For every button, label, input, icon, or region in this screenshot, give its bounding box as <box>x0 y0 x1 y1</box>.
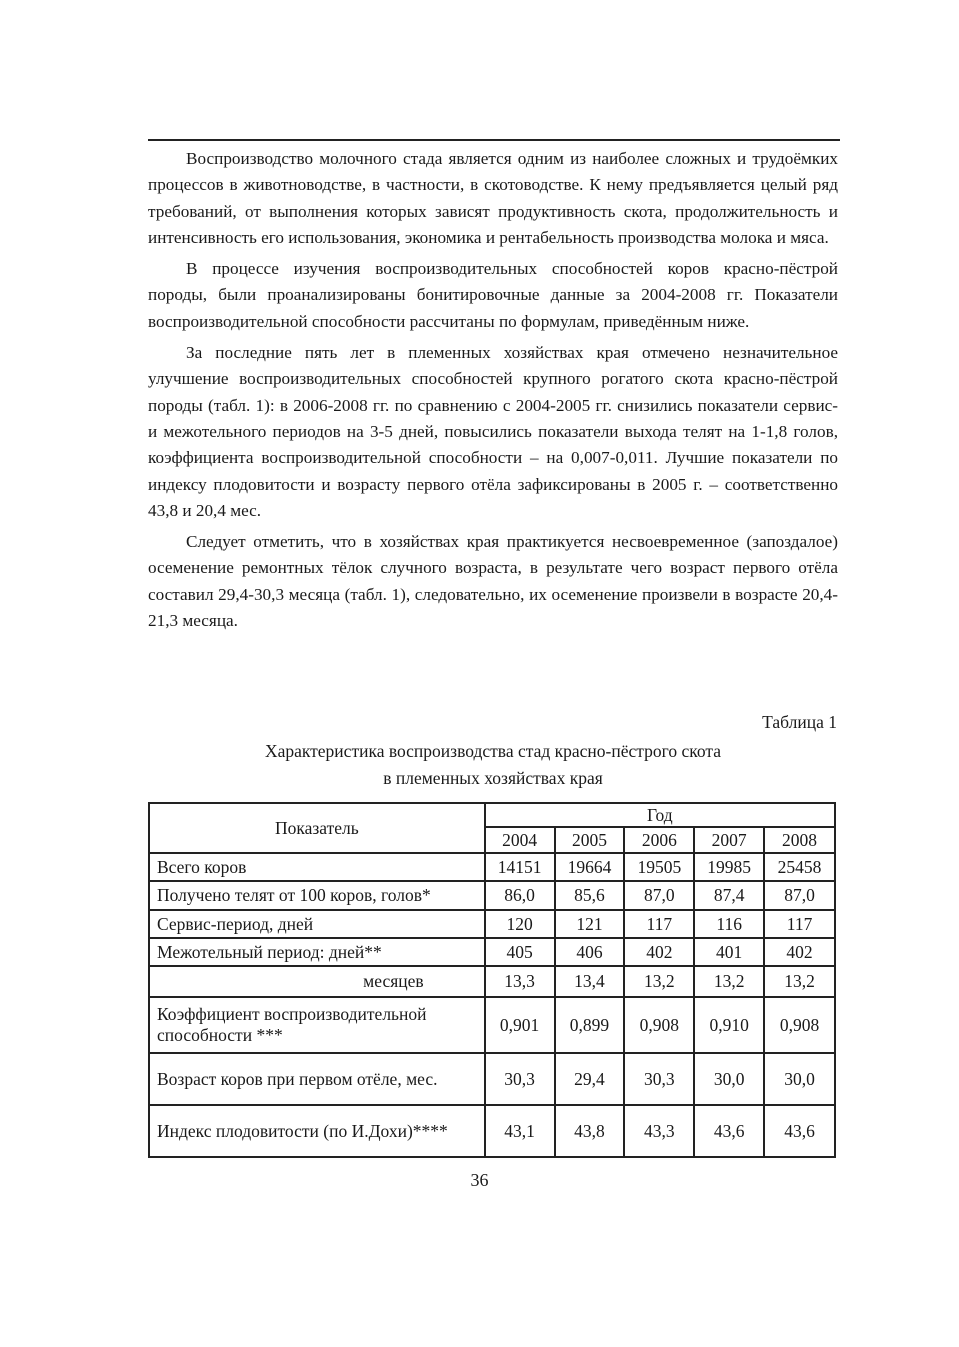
table-row <box>149 1053 835 1105</box>
value-cell: 0,899 <box>555 997 625 1053</box>
value-cell: 13,4 <box>555 966 625 997</box>
value-cell: 116 <box>694 910 764 938</box>
table-row <box>149 910 835 938</box>
top-rule <box>148 139 840 141</box>
value-cell: 30,3 <box>624 1053 694 1105</box>
table-title-line-1: Характеристика воспроизводства стад красно-пёстрого скота <box>264 741 722 761</box>
value-cell: 86,0 <box>485 881 555 910</box>
row-label: Межотельный период: дней** <box>149 938 485 966</box>
value-cell: 30,0 <box>694 1053 764 1105</box>
value-cell: 87,0 <box>624 881 694 910</box>
value-cell: 19505 <box>624 853 694 881</box>
value-cell: 0,910 <box>694 997 764 1053</box>
value-cell: 13,2 <box>624 966 694 997</box>
year-cell: 2004 <box>485 827 555 853</box>
row-label: месяцев <box>149 966 485 997</box>
value-cell: 43,3 <box>624 1105 694 1157</box>
value-cell: 19664 <box>555 853 625 881</box>
row-label: Коэффициент воспроизводительной способности *** <box>149 997 485 1053</box>
year-cell: 2007 <box>694 827 764 853</box>
year-cell: 2005 <box>555 827 625 853</box>
value-cell: 0,901 <box>485 997 555 1053</box>
table-title-line-2: в племенных хозяйствах края <box>383 768 603 788</box>
value-cell: 87,4 <box>694 881 764 910</box>
value-cell: 30,0 <box>764 1053 835 1105</box>
value-cell: 19985 <box>694 853 764 881</box>
value-cell: 13,2 <box>694 966 764 997</box>
indicator-header: Показатель <box>149 803 485 853</box>
year-cell: 2008 <box>764 827 835 853</box>
table-row <box>149 938 835 966</box>
value-cell: 13,2 <box>764 966 835 997</box>
value-cell: 43,6 <box>694 1105 764 1157</box>
value-cell: 120 <box>485 910 555 938</box>
value-cell: 117 <box>624 910 694 938</box>
value-cell: 13,3 <box>485 966 555 997</box>
value-cell: 29,4 <box>555 1053 625 1105</box>
header-row-1 <box>149 803 835 827</box>
paragraph-3: За последние пять лет в племенных хозяйствах края отмечено незначительное улучшение воспроизводительных способностей крупного рогатого скота красно-пёстрой породы (табл. 1): в 2006-2008 гг. по сравнению с 2004-2005 гг. снизились показатели сервис- и межотельного периодов на 3-5 дней, повысились показатели выхода телят на 1-1,8 голов, коэффициента воспроизводительной способности – на 0,007-0,011. Лучшие показатели по индексу плодовитости и возрасту первого отёла зафиксированы в 2005 г. – соответственно 43,8 и 20,4 мес. <box>148 343 838 520</box>
value-cell: 402 <box>624 938 694 966</box>
value-cell: 117 <box>764 910 835 938</box>
value-cell: 87,0 <box>764 881 835 910</box>
year-header: Год <box>485 803 835 827</box>
value-cell: 30,3 <box>485 1053 555 1105</box>
row-label: Всего коров <box>149 853 485 881</box>
value-cell: 402 <box>764 938 835 966</box>
table-row <box>149 881 835 910</box>
data-table <box>148 802 836 1158</box>
row-label: Получено телят от 100 коров, голов* <box>149 881 485 910</box>
table-label: Таблица 1 <box>762 712 837 732</box>
value-cell: 405 <box>485 938 555 966</box>
row-label: Сервис-период, дней <box>149 910 485 938</box>
paragraph-4: Следует отметить, что в хозяйствах края практикуется несвоевременное (запоздалое) осеменение ремонтных тёлок случного возраста, в результате чего возраст первого отёла составил 29,4-30,3 месяца (табл. 1), следовательно, их осеменение произвели в возрасте 20,4-21,3 месяца. <box>148 532 838 631</box>
paragraph-1: Воспроизводство молочного стада является одним из наиболее сложных и трудоёмких процессов в животноводстве, в частности, в скотоводстве. К нему предъявляется целый ряд требований, от выполнения которых зависят продуктивность скота, продолжительность и интенсивность его использования, экономика и рентабельность производства молока и мяса. <box>148 149 838 247</box>
row-label: Индекс плодовитости (по И.Дохи)**** <box>149 1105 485 1157</box>
value-cell: 43,1 <box>485 1105 555 1157</box>
paragraph-2: В процессе изучения воспроизводительных способностей коров красно-пёстрой породы, были проанализированы бонитировочные данные за 2004-2008 гг. Показатели воспроизводительной способности рассчитаны по формулам, приведённым ниже. <box>148 259 838 331</box>
value-cell: 85,6 <box>555 881 625 910</box>
value-cell: 43,8 <box>555 1105 625 1157</box>
value-cell: 401 <box>694 938 764 966</box>
table-row <box>149 966 835 997</box>
year-cell: 2006 <box>624 827 694 853</box>
value-cell: 406 <box>555 938 625 966</box>
table-row <box>149 853 835 881</box>
table-row <box>149 1105 835 1157</box>
row-label: Возраст коров при первом отёле, мес. <box>149 1053 485 1105</box>
value-cell: 121 <box>555 910 625 938</box>
value-cell: 0,908 <box>624 997 694 1053</box>
value-cell: 25458 <box>764 853 835 881</box>
body-text <box>148 146 838 639</box>
value-cell: 43,6 <box>764 1105 835 1157</box>
table-title <box>148 738 838 792</box>
value-cell: 14151 <box>485 853 555 881</box>
table-row <box>149 997 835 1053</box>
page-number: 36 <box>470 1170 489 1190</box>
value-cell: 0,908 <box>764 997 835 1053</box>
